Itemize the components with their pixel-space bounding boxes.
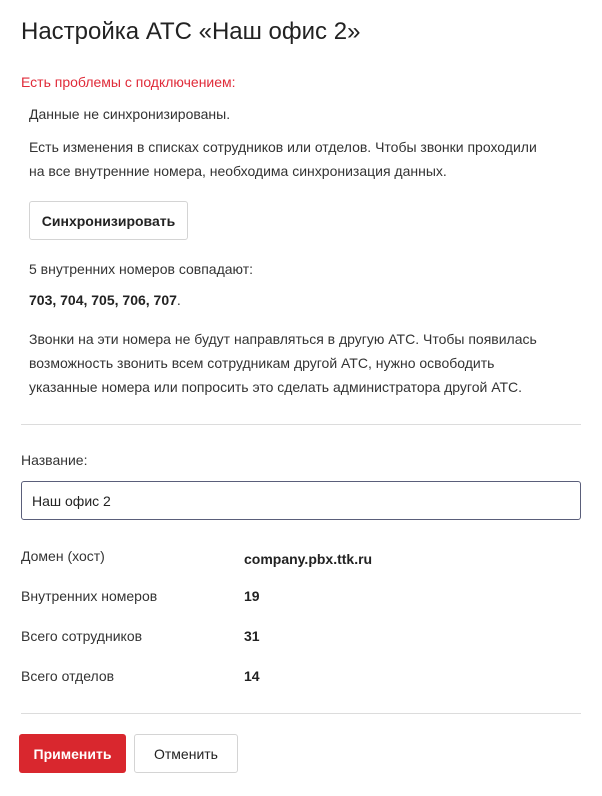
matching-numbers-count: 5 внутренних номеров совпадают: (29, 261, 254, 277)
domain-value: company.pbx.ttk.ru (244, 551, 373, 567)
extensions-value: 19 (244, 588, 260, 604)
matching-numbers-values: 703, 704, 705, 706, 707 (29, 292, 177, 308)
name-input[interactable] (21, 481, 581, 520)
page-title: Настройка АТС «Наш офис 2» (21, 18, 361, 45)
cancel-button[interactable]: Отменить (134, 734, 238, 773)
not-synced-message: Данные не синхронизированы. (29, 106, 231, 122)
departments-value: 14 (244, 668, 260, 684)
connection-error-heading: Есть проблемы с подключением: (21, 74, 236, 90)
section-divider (21, 424, 581, 425)
departments-label: Всего отделов (21, 668, 115, 684)
routing-note (29, 327, 537, 399)
routing-note-line-2: возможность звонить всем сотрудникам другой АТС, нужно освободить (29, 355, 495, 371)
employees-label: Всего сотрудников (21, 628, 143, 644)
synchronize-button[interactable]: Синхронизировать (29, 201, 188, 240)
sync-required-line-1: Есть изменения в списках сотрудников или отделов. Чтобы звонки проходили (29, 139, 537, 155)
footer-divider (21, 713, 581, 714)
matching-numbers-period: . (176, 292, 181, 308)
routing-note-line-1: Звонки на эти номера не будут направляться в другую АТС. Чтобы появилась (29, 331, 537, 347)
domain-label: Домен (хост) (21, 548, 105, 564)
matching-numbers-list (29, 288, 181, 312)
sync-required-line-2: на все внутренние номера, необходима синхронизация данных. (29, 163, 447, 179)
routing-note-line-3: указанные номера или попросить это сделать администратора другой АТС. (29, 379, 523, 395)
name-field-label: Название: (21, 452, 88, 468)
apply-button[interactable]: Применить (19, 734, 126, 773)
sync-required-message (29, 135, 589, 183)
extensions-label: Внутренних номеров (21, 588, 158, 604)
employees-value: 31 (244, 628, 260, 644)
